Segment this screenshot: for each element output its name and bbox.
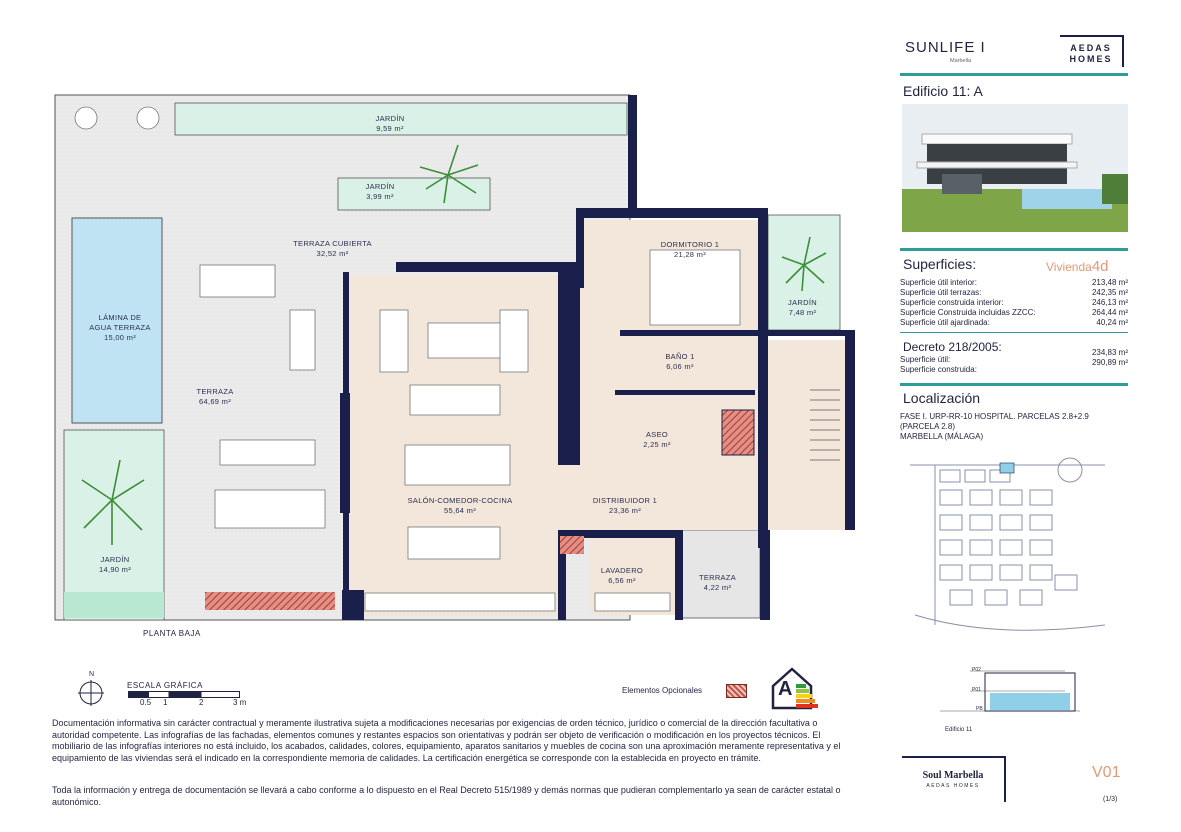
location-title: Localización — [903, 390, 981, 406]
room-label-salon: SALÓN-COMEDOR-COCINA 55,64 m² — [407, 496, 513, 515]
version-code: V01 — [1092, 764, 1121, 781]
decree-row: 290,89 m² — [1091, 358, 1128, 367]
room-label-lamina-agua: LÁMINA DE AGUA TERRAZA 15,00 m² — [89, 313, 151, 342]
floor-label: PLANTA BAJA — [143, 629, 201, 638]
energy-class: A — [778, 678, 793, 700]
building-title: Edificio 11: A — [903, 83, 983, 99]
project-title: SUNLIFE I — [905, 39, 986, 56]
room-label-jardin-small: JARDÍN 3,99 m² — [365, 182, 395, 201]
surfaces-title: Superficies: — [903, 256, 977, 272]
room-label-aseo: ASEO 2,25 m² — [643, 430, 671, 449]
location-line1: FASE I. URP-RR-10 HOSPITAL. PARCELAS 2.8+2.9 — [900, 412, 1089, 421]
footer-brand-line2: AEDAS HOMES — [926, 783, 980, 789]
room-label-jardin-top: JARDÍN 9,59 m² — [375, 114, 405, 133]
page-number: (1/3) — [1103, 796, 1118, 803]
room-label-jardin-right: JARDÍN 7,48 m² — [788, 298, 817, 317]
surface-row: Superficie útil ajardinada: 40,24 m² — [900, 318, 1128, 327]
room-label-terraza: TERRAZA 64,69 m² — [196, 387, 234, 406]
site-map — [905, 455, 1125, 645]
decree-row: 234,83 m² — [1091, 348, 1128, 357]
accent-rule-2 — [900, 248, 1128, 251]
room-label-terraza-cubierta: TERRAZA CUBIERTA 32,52 m² — [293, 239, 372, 258]
scale-tick-0: 0.5 — [140, 698, 152, 707]
room-label-terraza-small: TERRAZA 4,22 m² — [698, 573, 737, 592]
scale-tick-1: 1 — [163, 698, 168, 707]
section-diagram — [940, 665, 1080, 720]
surface-row: Superficie construida interior: 246,13 m² — [900, 298, 1128, 307]
section-level-p02: P02 — [972, 667, 981, 673]
unit-label-text: Vivienda — [1046, 260, 1092, 274]
location-line2: (PARCELA 2.8) — [900, 422, 955, 431]
north-label: N — [89, 671, 95, 678]
footer-brand-line1: Soul Marbella — [922, 770, 984, 781]
project-location: Marbella — [950, 58, 972, 64]
brand-logo — [1060, 35, 1124, 67]
unit-number: 4d — [1091, 258, 1109, 275]
scale-tick-3: 3 m — [233, 698, 247, 707]
room-label-jardin-left: JARDÍN 14,90 m² — [99, 555, 131, 574]
brand-line2: HOMES — [1069, 54, 1113, 64]
surfaces-divider — [900, 332, 1128, 333]
surfaces-table — [900, 278, 1128, 328]
accent-rule-3 — [900, 383, 1128, 386]
decree-label-construida: Superficie construida: — [900, 365, 977, 374]
decree-label-util: Superficie útil: — [900, 355, 951, 364]
scale-title: ESCALA GRÁFICA — [127, 681, 203, 690]
north-arrow-icon — [78, 680, 104, 706]
surface-row: Superficie Construida incluidas ZZCC: 264,44 m² — [900, 308, 1128, 317]
legend-optional-swatch — [726, 684, 747, 698]
scale-bar — [128, 691, 240, 698]
section-level-pb: PB — [976, 706, 983, 712]
location-line3: MARBELLA (MÁLAGA) — [900, 432, 984, 441]
building-photo — [902, 104, 1128, 232]
section-caption: Edificio 11 — [945, 727, 973, 733]
room-label-bano: BAÑO 1 6,06 m² — [665, 352, 695, 371]
floor-plan — [50, 90, 870, 650]
floor-plan-drawing — [50, 90, 870, 650]
surface-row: Superficie útil terrazas: 242,35 m² — [900, 288, 1128, 297]
location-address — [900, 412, 1128, 442]
scale-tick-2: 2 — [199, 698, 204, 707]
room-label-dormitorio: DORMITORIO 1 21,28 m² — [660, 240, 720, 259]
brand-line1: AEDAS — [1070, 43, 1112, 53]
room-label-distribuidor: DISTRIBUIDOR 1 23,36 m² — [592, 496, 658, 515]
disclaimer-main: Documentación informativa sin carácter contractual y meramente ilustrativa sujeta a modificaciones necesarias por exigencias de orden técnico, jurídico o comercial de la dirección facultativa o autoridad competente. Las infografías de las fachadas, elementos comunes y restantes espacios son orientativas y podrán ser objeto de verificación o modificación en los proyectos técnicos. El mobiliario de las infografías interiores no está incluido, los acabados, calidades, colores, equipamiento, aparatos sanitarios y muebles de cocina son una aproximación meramente representativa y el equipamiento de las viviendas será el indicado en la correspondiente memoria de calidades. La certificación energética se corresponde con la establecida en proyecto en trámite. — [52, 718, 841, 763]
unit-label — [1046, 258, 1109, 275]
section-level-p01: P01 — [972, 687, 981, 693]
decree-title: Decreto 218/2005: — [903, 340, 1002, 354]
legend-optional-label: Elementos Opcionales — [622, 686, 703, 695]
surface-row: Superficie útil interior: 213,48 m² — [900, 278, 1128, 287]
accent-rule-top — [900, 73, 1128, 76]
room-label-lavadero: LAVADERO 6,56 m² — [600, 566, 644, 585]
decree-labels — [900, 355, 1128, 375]
footer-brand-logo — [902, 756, 1006, 802]
disclaimer-legal: Toda la información y entrega de documentación se llevará a cabo conforme a lo dispuesto en el Real Decreto 515/1989 y demás normas que pudieran complementarlo ya sean de carácter estatal o autonómico. — [52, 785, 841, 807]
